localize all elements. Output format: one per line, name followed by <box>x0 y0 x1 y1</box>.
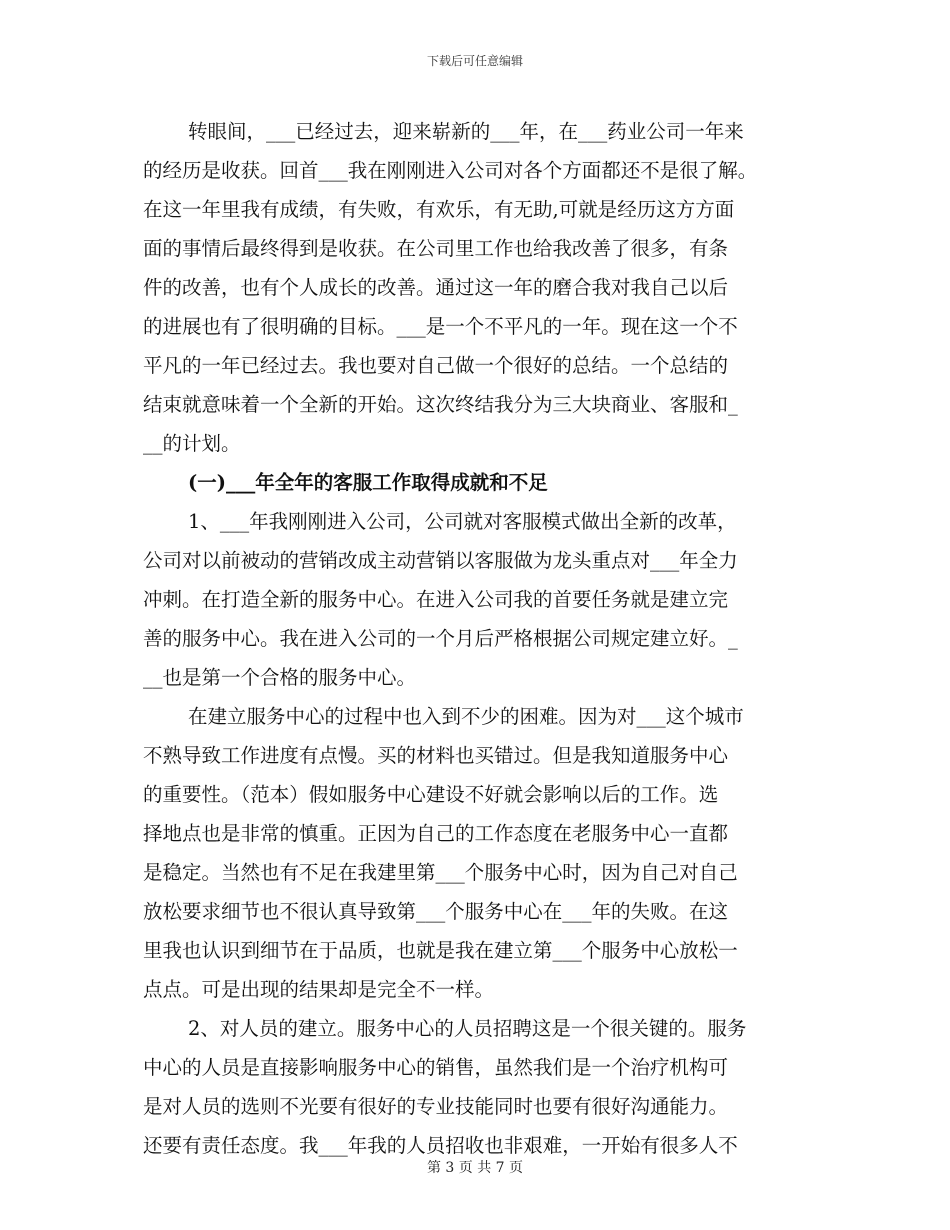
paragraph-line: 结束就意味着一个全新的开始。这次终结我分为三大块商业、客服和_ <box>143 393 738 416</box>
section-heading: (一)___年全年的客服工作取得成就和不足 <box>188 471 548 494</box>
paragraph-line: 还要有责任态度。我___年我的人员招收也非艰难，一开始有很多人不 <box>143 1134 738 1157</box>
paragraph-line: 公司对以前被动的营销改成主动营销以客服做为龙头重点对___年全力 <box>143 549 738 572</box>
paragraph-line: 的重要性。（范本）假如服务中心建设不好就会影响以后的工作。选 <box>143 783 719 806</box>
paragraph-line: 的进展也有了很明确的目标。___是一个不平凡的一年。现在这一个不 <box>143 315 738 338</box>
paragraph-line: 是对人员的选则不光要有很好的专业技能同时也要有很好沟通能力。 <box>143 1095 729 1118</box>
paragraph-line: 里我也认识到细节在于品质，也就是我在建立第___个服务中心放松一 <box>143 939 738 962</box>
paragraph-line: 的经历是收获。回首___我在刚刚进入公司对各个方面都还不是很了解。 <box>143 159 758 182</box>
paragraph-line: __的计划。 <box>143 432 241 455</box>
paragraph-line: 择地点也是非常的慎重。正因为自己的工作态度在老服务中心一直都 <box>143 822 729 845</box>
paragraph-line: 转眼间，___已经过去，迎来崭新的___年，在___药业公司一年来 <box>188 120 744 143</box>
paragraph-line: 放松要求细节也不很认真导致第___个服务中心在___年的失败。在这 <box>143 900 729 923</box>
paragraph-line: 面的事情后最终得到是收获。在公司里工作也给我改善了很多，有条 <box>143 237 729 260</box>
paragraph-line: 1、___年我刚刚进入公司，公司就对客服模式做出全新的改革， <box>188 510 737 533</box>
paragraph-line: 善的服务中心。我在进入公司的一个月后严格根据公司规定建立好。_ <box>143 627 738 650</box>
paragraph-line: 平凡的一年已经过去。我也要对自己做一个很好的总结。一个总结的 <box>143 354 729 377</box>
document-body <box>143 112 813 1165</box>
page-number: 第 3 页 共 7 页 <box>426 1160 524 1176</box>
page-header-note: 下载后可任意编辑 <box>426 54 523 68</box>
paragraph-line: 点点。可是出现的结果却是完全不一样。 <box>143 978 495 1001</box>
paragraph-line: 是稳定。当然也有不足在我建里第___个服务中心时，因为自己对自己 <box>143 861 738 884</box>
paragraph-line: 冲刺。在打造全新的服务中心。在进入公司我的首要任务就是建立完 <box>143 588 729 611</box>
paragraph-line: __也是第一个合格的服务中心。 <box>143 666 417 689</box>
paragraph-line: 中心的人员是直接影响服务中心的销售，虽然我们是一个治疗机构可 <box>143 1056 729 1079</box>
paragraph-line: 件的改善，也有个人成长的改善。通过这一年的磨合我对我自己以后 <box>143 276 729 299</box>
paragraph-line: 在这一年里我有成绩，有失败，有欢乐，有无助,可就是经历这方方面 <box>143 198 735 221</box>
paragraph-line: 2、对人员的建立。服务中心的人员招聘这是一个很关键的。服务 <box>188 1017 747 1040</box>
paragraph-line: 在建立服务中心的过程中也入到不少的困难。因为对___这个城市 <box>188 705 744 728</box>
paragraph-line: 不熟导致工作进度有点慢。买的材料也买错过。但是我知道服务中心 <box>143 744 729 767</box>
